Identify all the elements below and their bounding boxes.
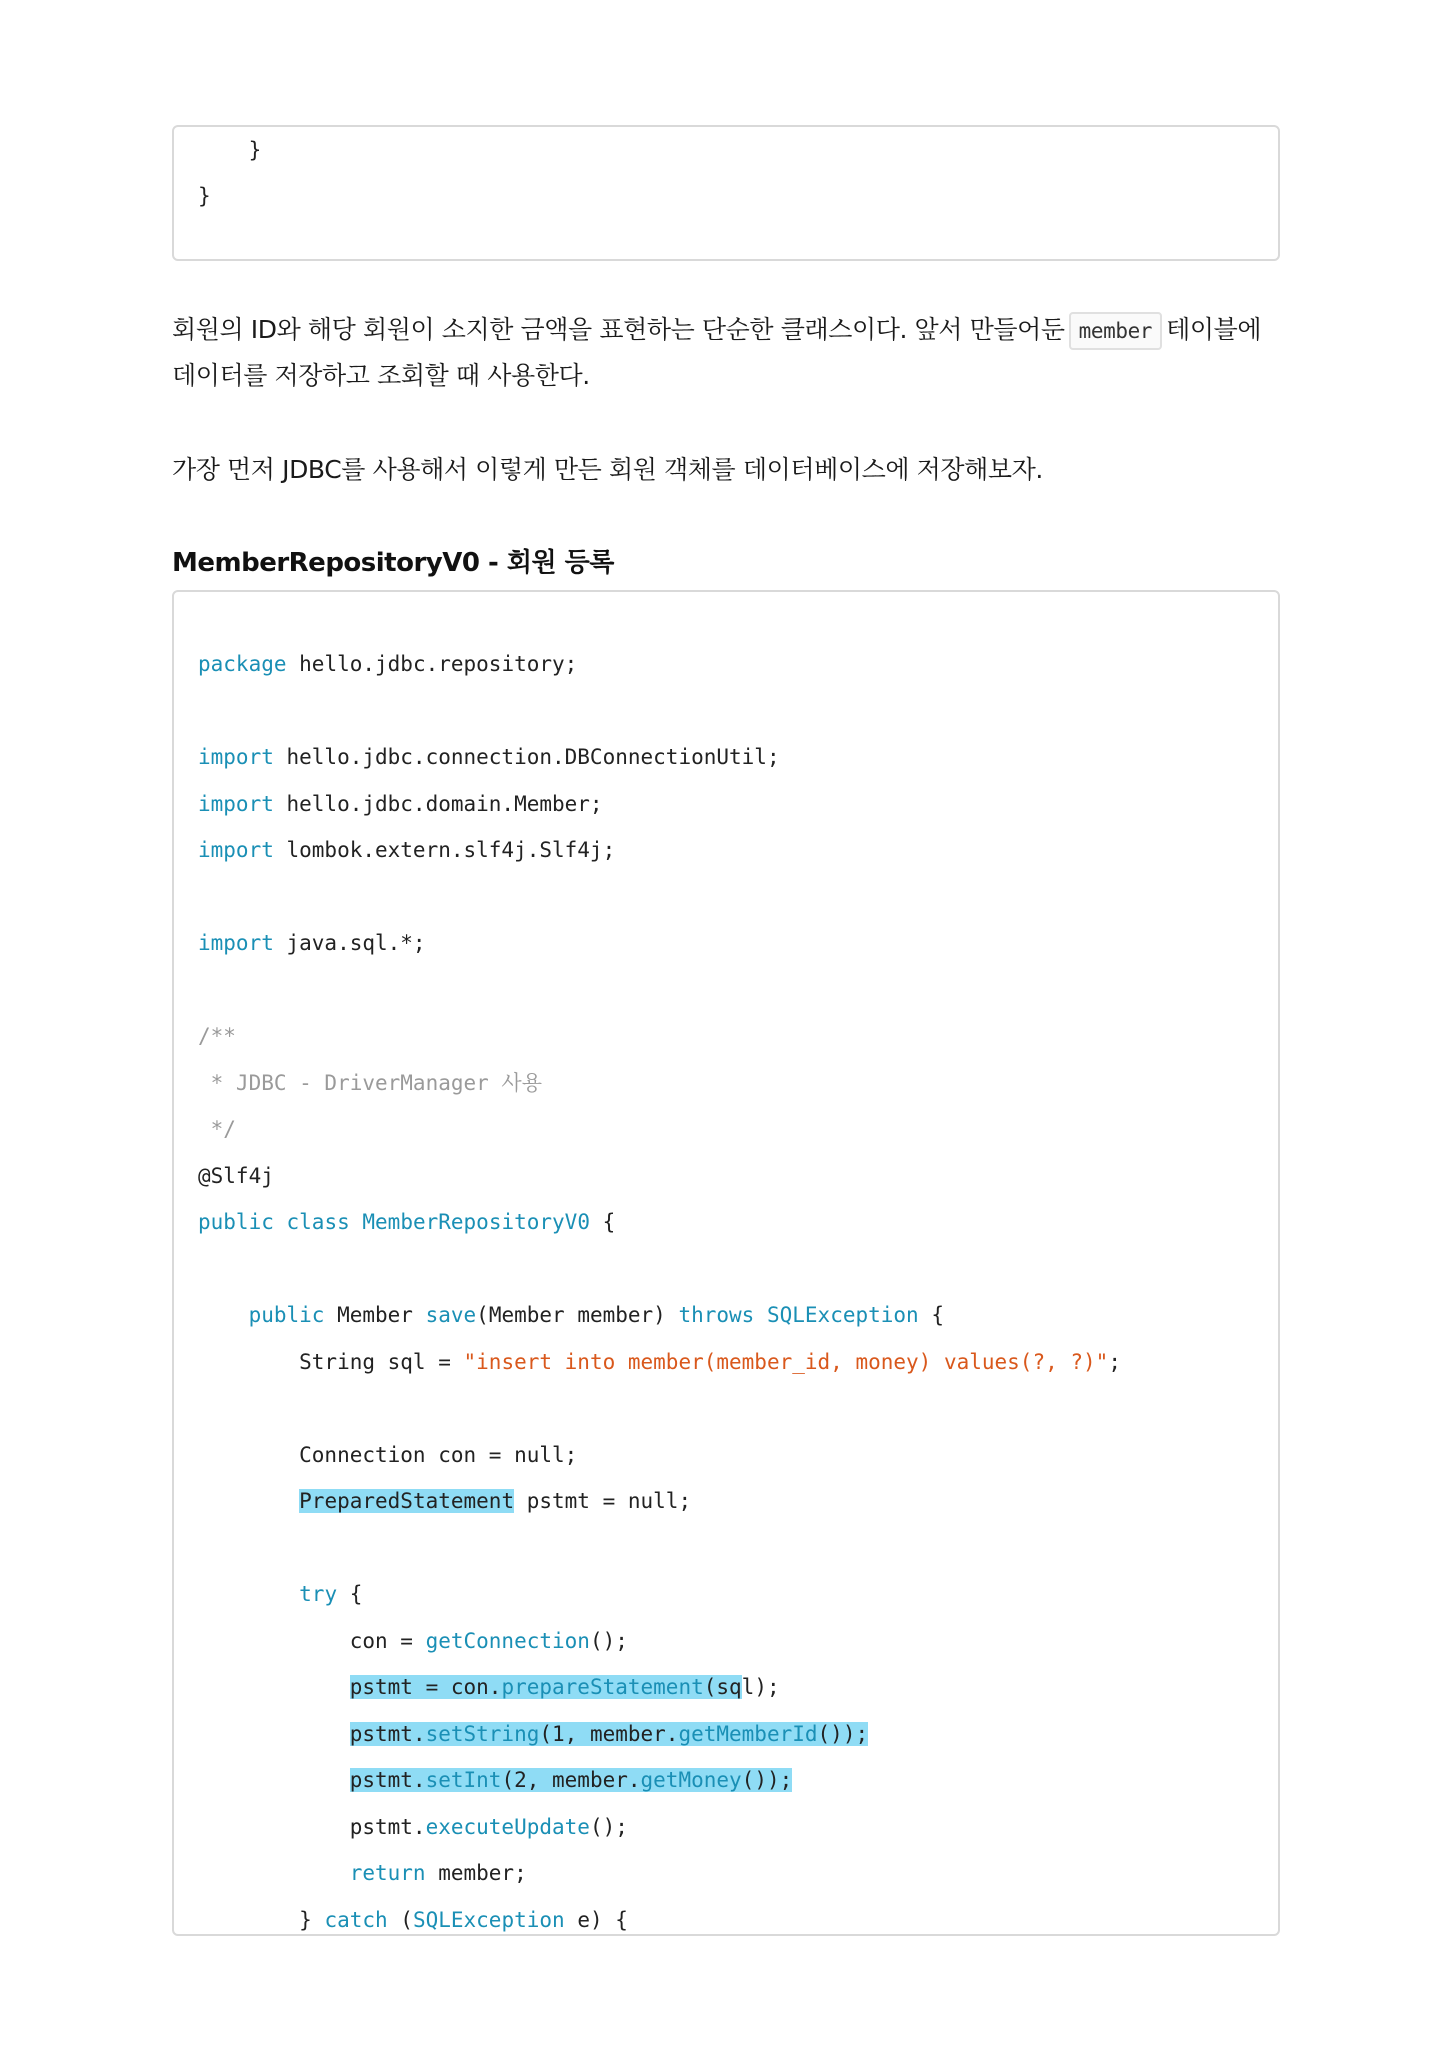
code-line: public class MemberRepositoryV0 { xyxy=(198,1210,616,1234)
code-line: import hello.jdbc.connection.DBConnectionUtil; xyxy=(198,745,780,769)
paragraph-text: 가장 먼저 JDBC를 사용해서 이렇게 만든 회원 객체를 데이터베이스에 저장해보자. xyxy=(172,455,1043,484)
code-line: Connection con = null; xyxy=(198,1442,578,1467)
inline-code-member: member xyxy=(1069,312,1162,350)
code-line: import lombok.extern.slf4j.Slf4j; xyxy=(198,838,616,862)
code-line: package hello.jdbc.repository; xyxy=(198,652,578,676)
intro-paragraph xyxy=(172,447,1282,493)
code-line: PreparedStatement pstmt = null; xyxy=(299,1489,692,1513)
code-line: } xyxy=(198,138,262,162)
code-line: */ xyxy=(198,1117,236,1141)
paragraph-text: 데이터를 저장하고 조회할 때 사용한다. xyxy=(172,361,590,390)
code-line: String sql = "insert into member(member_id, money) values(?, ?)"; xyxy=(198,1349,1121,1374)
section-heading: MemberRepositoryV0 - 회원 등록 xyxy=(172,548,614,578)
code-line: pstmt = con.prepareStatement(sql); xyxy=(349,1675,780,1699)
code-line: try { xyxy=(299,1582,363,1606)
code-line: import hello.jdbc.domain.Member; xyxy=(198,791,603,816)
code-line: /** xyxy=(198,1024,236,1048)
code-line: } catch (SQLException e) { xyxy=(198,1907,628,1932)
code-line: return member; xyxy=(349,1861,527,1885)
description-paragraph xyxy=(172,307,1282,399)
paragraph-text: 테이블에 xyxy=(1166,315,1262,344)
paragraph-text: 회원의 ID와 해당 회원이 소지한 금액을 표현하는 단순한 클래스이다. 앞서 만들어둔 xyxy=(172,315,1065,344)
code-line: public Member save(Member member) throws SQLException { xyxy=(248,1303,944,1327)
code-line: @Slf4j xyxy=(198,1163,274,1188)
code-line: con = getConnection(); xyxy=(198,1628,628,1653)
code-line: pstmt.setInt(2, member.getMoney()); xyxy=(349,1768,793,1792)
code-block-member-repository xyxy=(172,590,1280,1936)
code-line: pstmt.setString(1, member.getMemberId()); xyxy=(349,1721,869,1746)
code-line: import java.sql.*; xyxy=(198,931,426,955)
code-line: pstmt.executeUpdate(); xyxy=(198,1814,628,1839)
code-line: * JDBC - DriverManager 사용 xyxy=(198,1070,543,1095)
code-line: } xyxy=(198,184,211,208)
code-block-continuation xyxy=(172,125,1280,261)
